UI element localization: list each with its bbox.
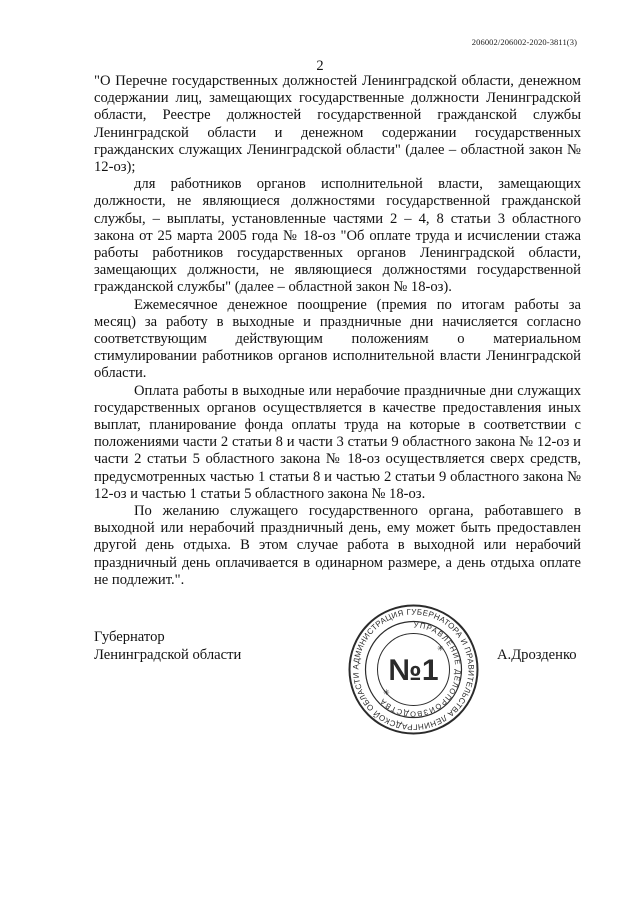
signatory-name: А.Дрозденко — [497, 647, 577, 663]
document-body — [94, 73, 581, 589]
paragraph-monthly-bonus: Ежемесячное денежное поощрение (премия по итогам работы за месяц) за работу в выходные и праздничные дни начисляется согласно соответствующим действующим положениям о материальном стимулировании работников органов исполнительной власти Ленинградской области. — [94, 296, 581, 382]
signatory-position — [94, 628, 241, 664]
page-number: 2 — [316, 58, 324, 74]
signatory-title: Губернатор — [94, 629, 165, 645]
document-registration-number: 206002/206002-2020-3811(3) — [471, 37, 577, 47]
seal-outer-text: АДМИНИСТРАЦИЯ ГУБЕРНАТОРА И ПРАВИТЕЛЬСТВА ЛЕНИНГРАДСКОЙ ОБЛАСТИ — [351, 607, 476, 732]
paragraph-executive-workers: для работников органов исполнительной власти, замещающих должности, не являющиеся должностями государственной гражданской службы, – выплаты, установленные частями 2 – 4, 8 статьи 3 областного закона от 25 марта 2005 года № 18-оз "Об оплате труда и исчислении стажа работы работников государственных органов Ленинградской области, замещающих должности, не являющиеся должностями государственной гражданской службы" (далее – областной закон № 18-оз). — [94, 176, 581, 296]
signatory-region: Ленинградской области — [94, 647, 242, 663]
seal-star-icon: ✳ — [383, 688, 390, 697]
official-seal-stamp — [347, 603, 480, 736]
paragraph-law-12oz-continuation: "О Перечне государственных должностей Ленинградской области, денежном содержании лиц, замещающих государственные должности Ленинградской области, Реестре должностей государственной гражданской службы Ленинградской области и денежном содержании государственных гражданских служащих Ленинградской области" (далее – областной закон № 12-оз); — [94, 73, 581, 176]
paragraph-holiday-pay: Оплата работы в выходные или нерабочие праздничные дни служащих государственных органов осуществляется в качестве предоставления иных выплат, планирование фонда оплаты труда на которые в соответствии с положениями части 2 статьи 8 и части 3 статьи 9 областного закона № 12-оз и части 2 статьи 5 областного закона № 18-оз осуществляется сверх средств, предусмотренных частью 1 статьи 8 и частью 2 статьи 9 областного закона № 12-оз и частью 1 статьи 5 областного закона № 18-оз. — [94, 382, 581, 502]
seal-number: №1 — [388, 654, 439, 687]
paragraph-day-off: По желанию служащего государственного органа, работавшего в выходной или нерабочий праздничный день, ему может быть предоставлен другой день отдыха. В этом случае работа в выходной или нерабочий праздничный день оплачивается в одинарном размере, а день отдыха оплате не подлежит.". — [94, 503, 581, 588]
seal-inner-text: УПРАВЛЕНИЕ ДЕЛОПРОИЗВОДСТВА — [377, 620, 463, 719]
seal-star-icon: ✳ — [437, 644, 444, 653]
